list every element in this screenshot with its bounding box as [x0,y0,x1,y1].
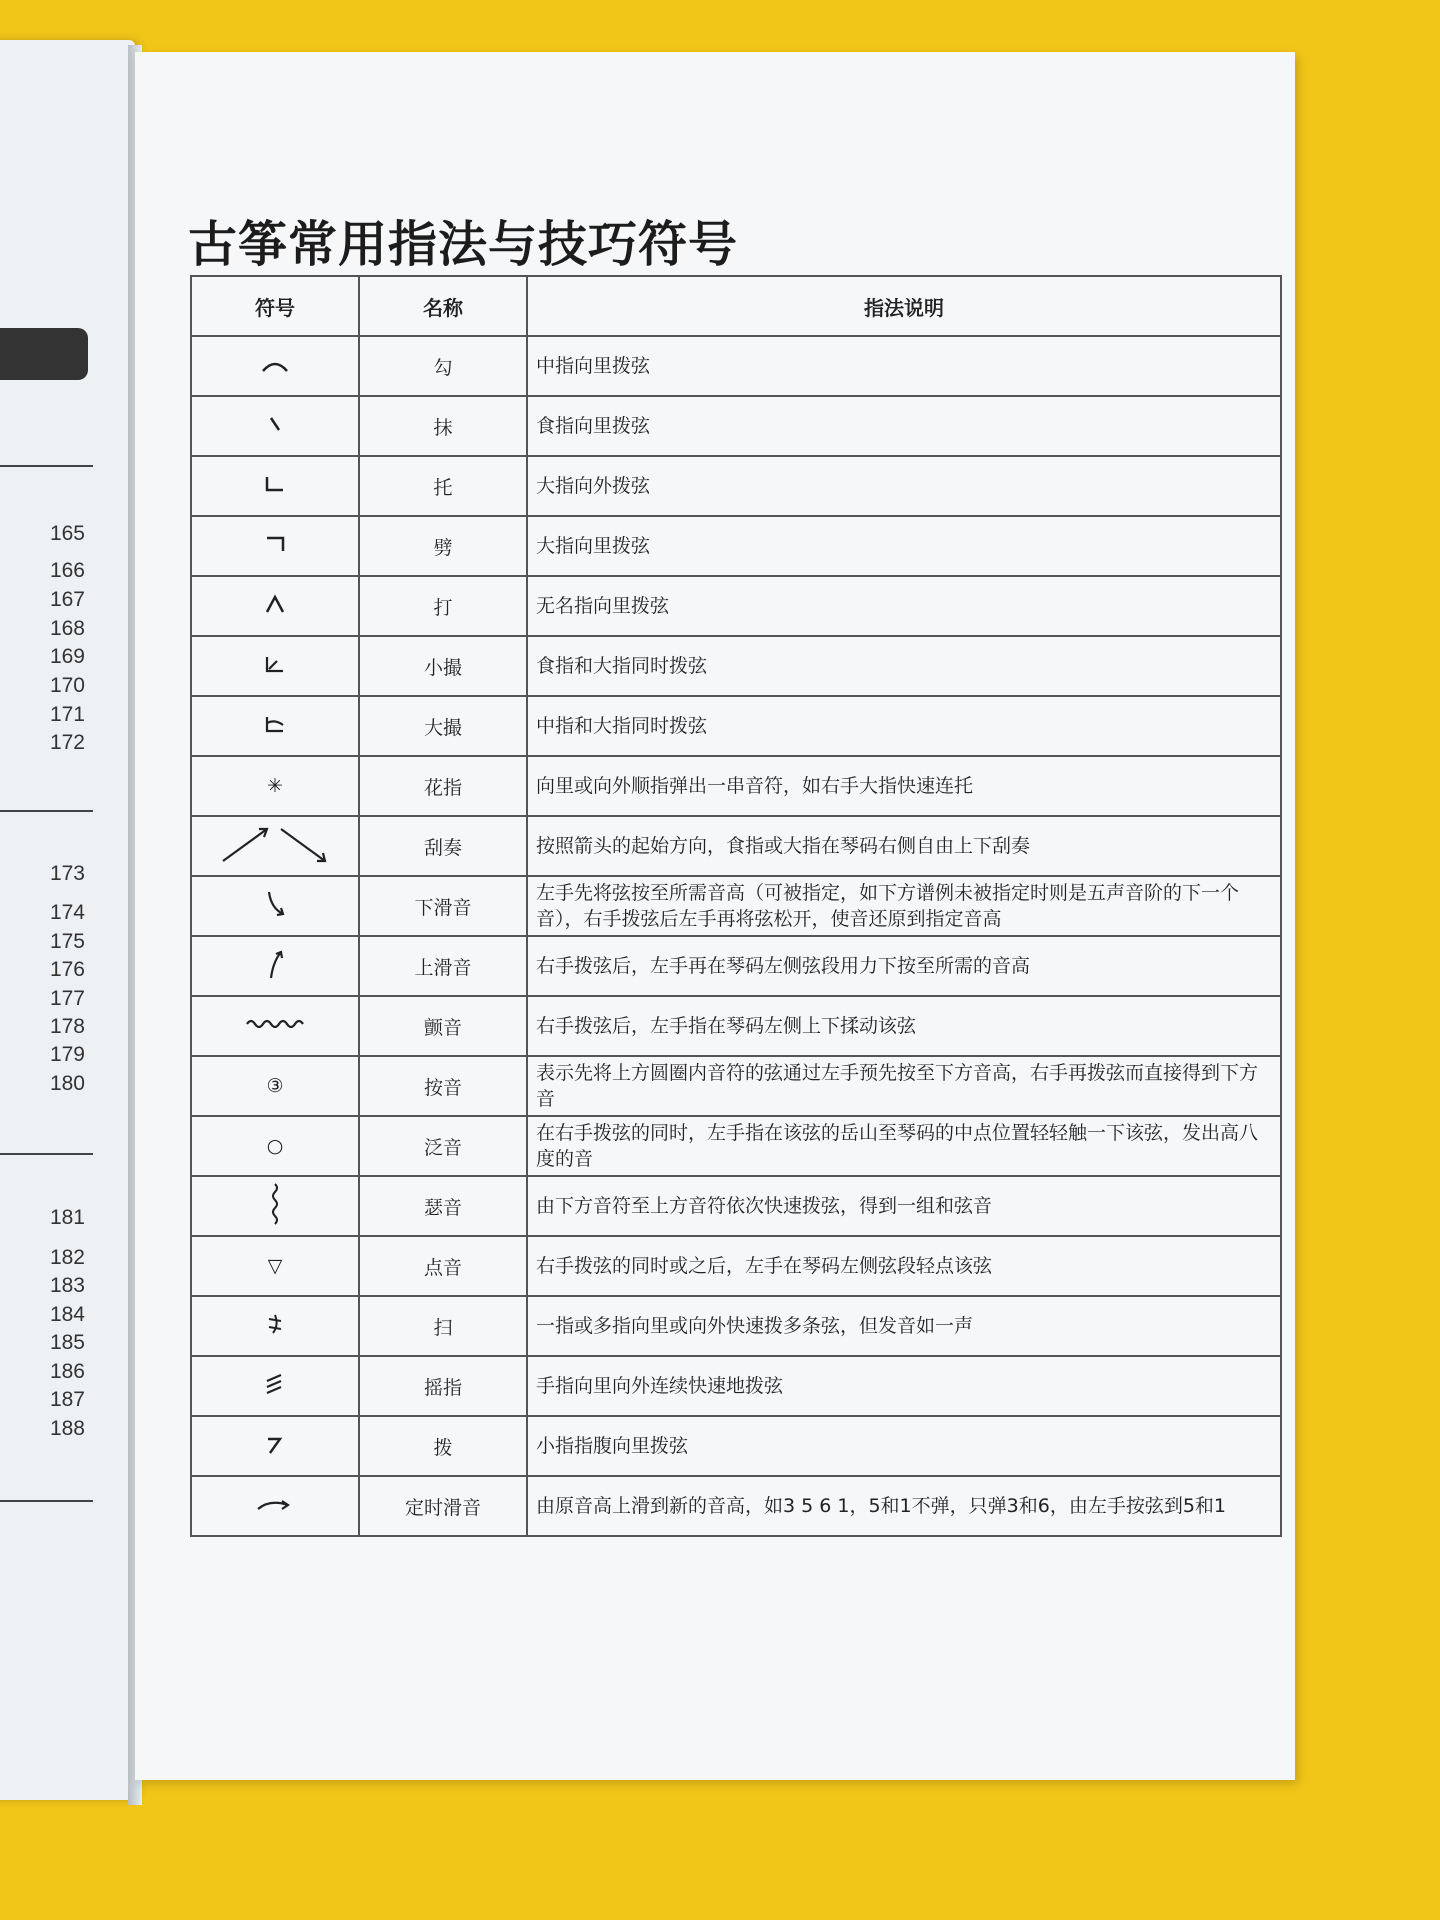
symbol-name: 下滑音 [359,876,527,936]
symbol-name: 花指 [359,756,527,816]
symbol-description: 右手拨弦后，左手指在琴码左侧上下揉动该弦 [527,996,1281,1056]
symbol-name: 拨 [359,1416,527,1476]
table-row [191,1176,1281,1236]
left-page-number: 168 [49,617,85,640]
symbol-description: 一指或多指向里或向外快速拨多条弦，但发音如一声 [527,1296,1281,1356]
left-page-number: 178 [49,1015,85,1038]
table-row [191,1236,1281,1296]
mo-slash-icon [191,396,359,456]
symbol-description: 在右手拨弦的同时，左手指在该弦的岳山至琴码的中点位置轻轻触一下该弦，发出高八度的音 [527,1116,1281,1176]
symbol-description: 大指向外拨弦 [527,456,1281,516]
left-page-rule [0,1500,93,1502]
left-page-number: 166 [49,559,85,582]
left-page-number: 188 [49,1417,85,1440]
fingering-symbol-table [190,275,1282,1537]
symbol-name: 摇指 [359,1356,527,1416]
table-row [191,1416,1281,1476]
table-row [191,756,1281,816]
symbol-description: 中指和大指同时拨弦 [527,696,1281,756]
table-row [191,936,1281,996]
left-page-rule [0,1153,93,1155]
tuo-corner-icon [191,456,359,516]
symbol-name: 刮奏 [359,816,527,876]
left-page-tab [0,328,88,380]
symbol-description: 右手拨弦的同时或之后，左手在琴码左侧弦段轻点该弦 [527,1236,1281,1296]
left-page-number: 185 [49,1331,85,1354]
symbol-name: 抹 [359,396,527,456]
symbol-description: 食指和大指同时拨弦 [527,636,1281,696]
table-row [191,696,1281,756]
symbol-description: 大指向里拨弦 [527,516,1281,576]
symbol-name: 颤音 [359,996,527,1056]
symbol-name: 托 [359,456,527,516]
left-page-rule [0,465,93,467]
table-row [191,396,1281,456]
left-page-number: 177 [49,987,85,1010]
huazhi-asterisk-icon: ✳ [191,756,359,816]
left-page-number: 173 [49,862,85,885]
header-symbol: 符号 [191,276,359,336]
seyin-wavy-line-icon [191,1176,359,1236]
symbol-name: 泛音 [359,1116,527,1176]
dacuo-icon [191,696,359,756]
anyin-circled-three-icon: ③ [191,1056,359,1116]
dianyin-triangle-icon: ▽ [191,1236,359,1296]
symbol-description: 表示先将上方圆圈内音符的弦通过左手预先按至下方音高，右手再拨弦而直接得到下方音 [527,1056,1281,1116]
header-description: 指法说明 [527,276,1281,336]
symbol-description: 无名指向里拨弦 [527,576,1281,636]
table-row [191,1476,1281,1536]
fanyin-circle-icon: ○ [191,1116,359,1176]
left-page-number: 169 [49,645,85,668]
gou-arc-icon [191,336,359,396]
table-row [191,636,1281,696]
left-page-number: 187 [49,1388,85,1411]
table-row [191,456,1281,516]
left-page-number: 165 [49,522,85,545]
header-name: 名称 [359,276,527,336]
symbol-name: 上滑音 [359,936,527,996]
table-row [191,876,1281,936]
symbol-name: 定时滑音 [359,1476,527,1536]
symbol-description: 由原音高上滑到新的音高，如3 5 6 1，5和1不弹，只弹3和6，由左手按弦到5和1 [527,1476,1281,1536]
da-caret-icon [191,576,359,636]
symbol-name: 打 [359,576,527,636]
left-page-number: 174 [49,901,85,924]
left-page-number: 171 [49,703,85,726]
table-row [191,1296,1281,1356]
symbol-description: 由下方音符至上方音符依次快速拨弦，得到一组和弦音 [527,1176,1281,1236]
symbol-name: 勾 [359,336,527,396]
left-page-number: 183 [49,1274,85,1297]
symbol-name: 劈 [359,516,527,576]
left-page-number: 167 [49,588,85,611]
left-page-number: 184 [49,1303,85,1326]
table-row [191,1356,1281,1416]
table-row [191,576,1281,636]
symbol-description: 小指指腹向里拨弦 [527,1416,1281,1476]
left-page-number: 180 [49,1072,85,1095]
sao-icon [191,1296,359,1356]
left-page-number: 182 [49,1246,85,1269]
symbol-description: 按照箭头的起始方向，食指或大指在琴码右侧自由上下刮奏 [527,816,1281,876]
pi-corner-icon [191,516,359,576]
table-row [191,816,1281,876]
shanghuayin-arrow-icon [191,936,359,996]
table-row [191,1056,1281,1116]
xiahuayin-arrow-icon [191,876,359,936]
chanyin-wave-icon [191,996,359,1056]
table-row [191,1116,1281,1176]
table-row [191,516,1281,576]
left-page-number: 172 [49,731,85,754]
symbol-description: 右手拨弦后，左手再在琴码左侧弦段用力下按至所需的音高 [527,936,1281,996]
left-page-number: 170 [49,674,85,697]
symbol-name: 扫 [359,1296,527,1356]
guazou-arrows-icon [191,816,359,876]
page-title: 古筝常用指法与技巧符号 [188,216,739,273]
symbol-description: 中指向里拨弦 [527,336,1281,396]
symbol-description: 食指向里拨弦 [527,396,1281,456]
left-page-number: 181 [49,1206,85,1229]
symbol-name: 瑟音 [359,1176,527,1236]
yaozhi-icon [191,1356,359,1416]
symbol-name: 按音 [359,1056,527,1116]
symbol-description: 左手先将弦按至所需音高（可被指定，如下方谱例未被指定时则是五声音阶的下一个音），右手拨弦后左手再将弦松开，使音还原到指定音高 [527,876,1281,936]
dingshi-huayin-arrow-icon [191,1476,359,1536]
bo-hook-icon [191,1416,359,1476]
left-page-number: 179 [49,1043,85,1066]
symbol-name: 大撮 [359,696,527,756]
symbol-name: 点音 [359,1236,527,1296]
table-row [191,336,1281,396]
symbol-description: 手指向里向外连续快速地拨弦 [527,1356,1281,1416]
xiaocuo-icon [191,636,359,696]
table-row [191,996,1281,1056]
symbol-description: 向里或向外顺指弹出一串音符，如右手大指快速连托 [527,756,1281,816]
left-page-number: 175 [49,930,85,953]
symbol-name: 小撮 [359,636,527,696]
table-header-row [191,276,1281,336]
left-page-number: 176 [49,958,85,981]
left-page-rule [0,810,93,812]
left-page-number: 186 [49,1360,85,1383]
